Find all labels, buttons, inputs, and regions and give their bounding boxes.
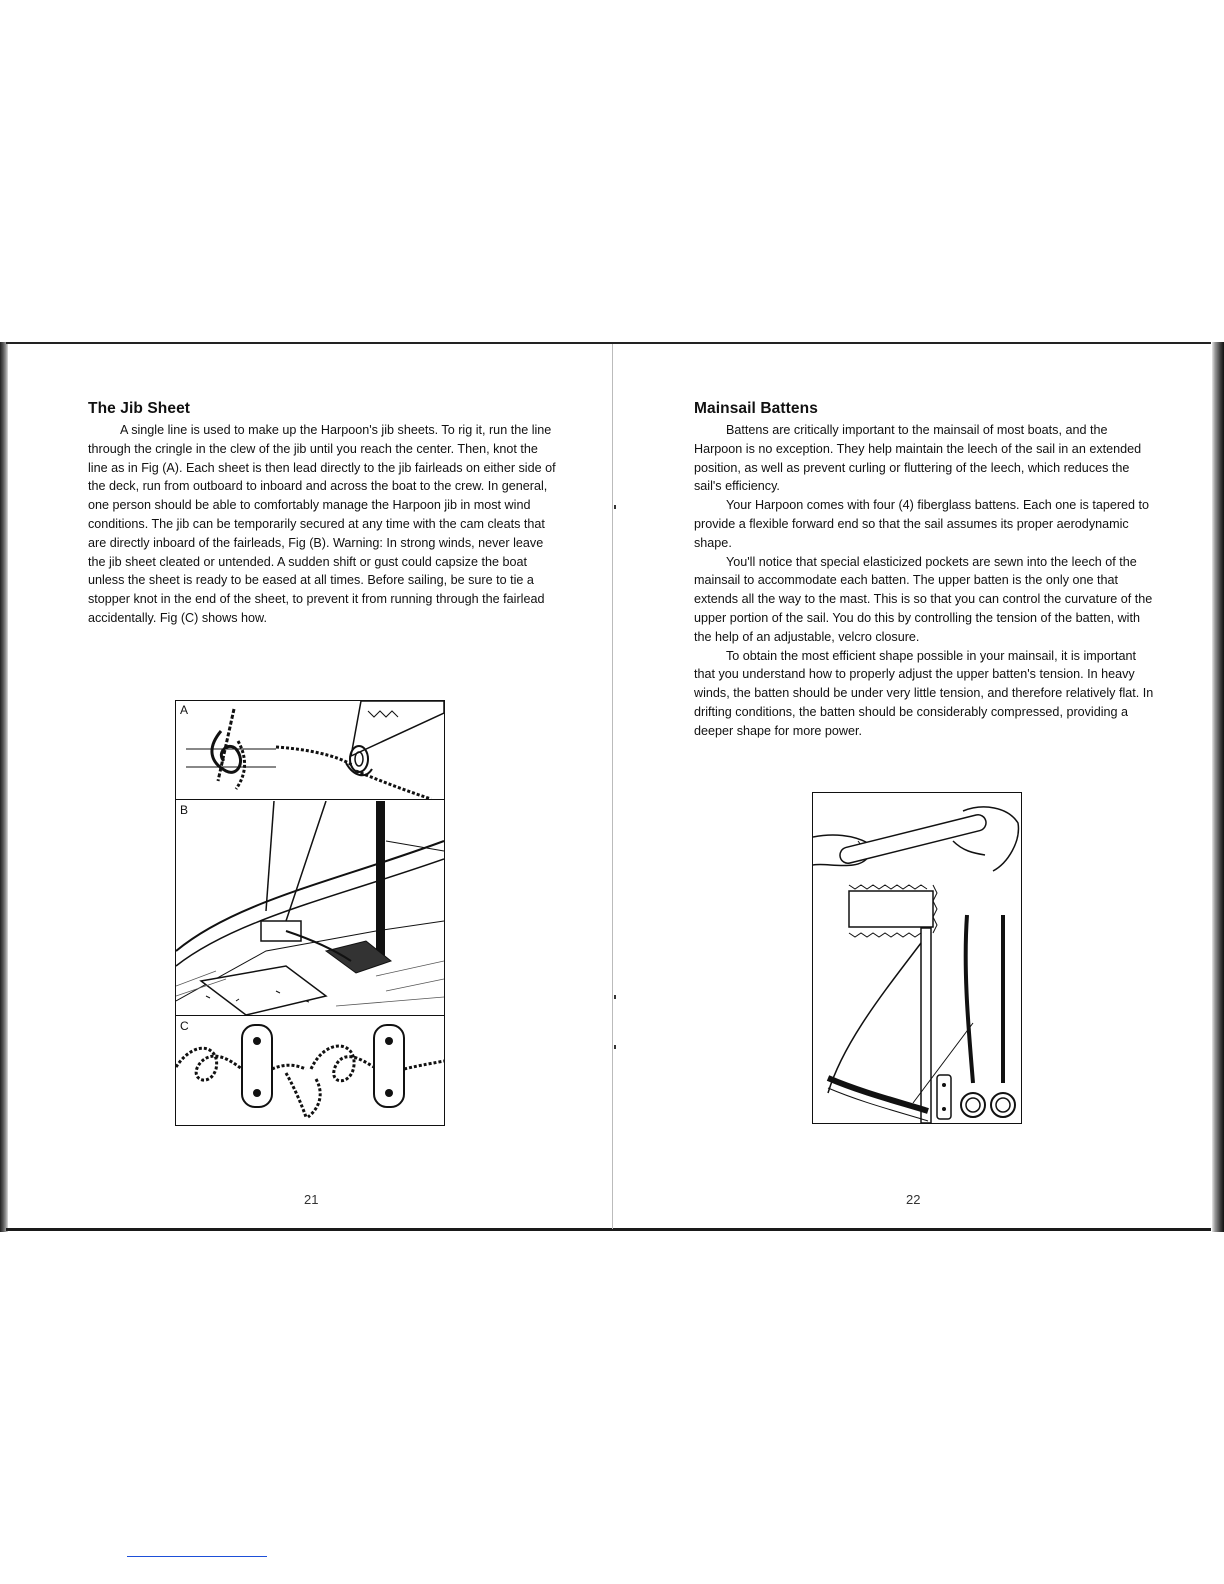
mainsail-battens-body — [694, 421, 1154, 741]
mainsail-battens-heading: Mainsail Battens — [694, 400, 818, 417]
book-right-edge — [1212, 342, 1224, 1232]
gutter-mark — [614, 995, 616, 999]
batten-illustration — [813, 793, 1021, 1123]
paragraph: Your Harpoon comes with four (4) fiberglass battens. Each one is tapered to provide a flexible forward end so that the sail assumes its proper aerodynamic shape. — [694, 498, 1150, 550]
figure-label-c: C — [180, 1019, 189, 1033]
spread-bottom-edge — [6, 1228, 1211, 1231]
spread-top-edge — [6, 342, 1211, 344]
footer-link-underline — [127, 1556, 267, 1557]
batten-figure — [812, 792, 1022, 1124]
page-number-right: 22 — [906, 1192, 921, 1207]
paragraph: Battens are critically important to the mainsail of most boats, and the Harpoon is no exception. They help maintain the leech of the sail in an extended position, as well as prevent curling or fluttering of the leech, which reduces the sail's efficiency. — [694, 423, 1142, 494]
paragraph: To obtain the most efficient shape possible in your mainsail, it is important that you understand how to properly adjust the upper batten's tension. In heavy winds, the batten should be under very little tension, and therefore relatively flat. In drifting conditions, the batten should be considerably compressed, providing a deeper shape for more power. — [694, 648, 1154, 738]
page-number-left: 21 — [304, 1192, 319, 1207]
paragraph: You'll notice that special elasticized pockets are sewn into the leech of the mainsail to accommodate each batten. The upper batten is the only one that extends all the way to the mast. This is so that you can control the curvature of the upper portion of the sail. You do this by controlling the tension of the batten, with the help of an adjustable, velcro closure. — [694, 554, 1153, 644]
figure-panel-a — [176, 701, 444, 800]
book-gutter — [612, 344, 613, 1229]
right-page — [694, 400, 1154, 741]
figure-panel-c — [176, 1017, 444, 1125]
gutter-mark — [614, 1045, 616, 1049]
figure-panel-b — [176, 801, 444, 1016]
jib-sheet-body — [88, 421, 558, 628]
stopper-knot-illustration — [176, 1017, 444, 1125]
jib-sheet-figure — [175, 700, 445, 1126]
left-page — [88, 400, 558, 628]
gutter-mark — [614, 505, 616, 509]
knot-illustration — [176, 701, 444, 799]
jib-sheet-heading: The Jib Sheet — [88, 400, 191, 417]
deck-cleat-illustration — [176, 801, 444, 1015]
book-left-edge — [0, 342, 8, 1232]
paragraph: A single line is used to make up the Harpoon's jib sheets. To rig it, run the line through the cringle in the clew of the jib until you reach the center. Then, knot the line as in Fig (A). Each sheet is then lead directly to the jib fairleads on either side of the deck, run from outboard to inboard and across the boat to the crew. In general, one person should be able to comfortably manage the Harpoon jib in most wind conditions. The jib can be temporarily secured at any time with the cam cleats that are directly inboard of the fairleads, Fig (B). Warning: In strong winds, never leave the jib sheet cleated or untended. A sudden shift or gust could capsize the boat unless the sheet is ready to be eased at all times. Before sailing, be sure to tie a stopper knot in the end of the sheet, to prevent it from running through the fairlead accidentally. Fig (C) shows how. — [88, 423, 556, 625]
figure-label-b: B — [180, 803, 189, 817]
figure-label-a: A — [180, 703, 189, 717]
